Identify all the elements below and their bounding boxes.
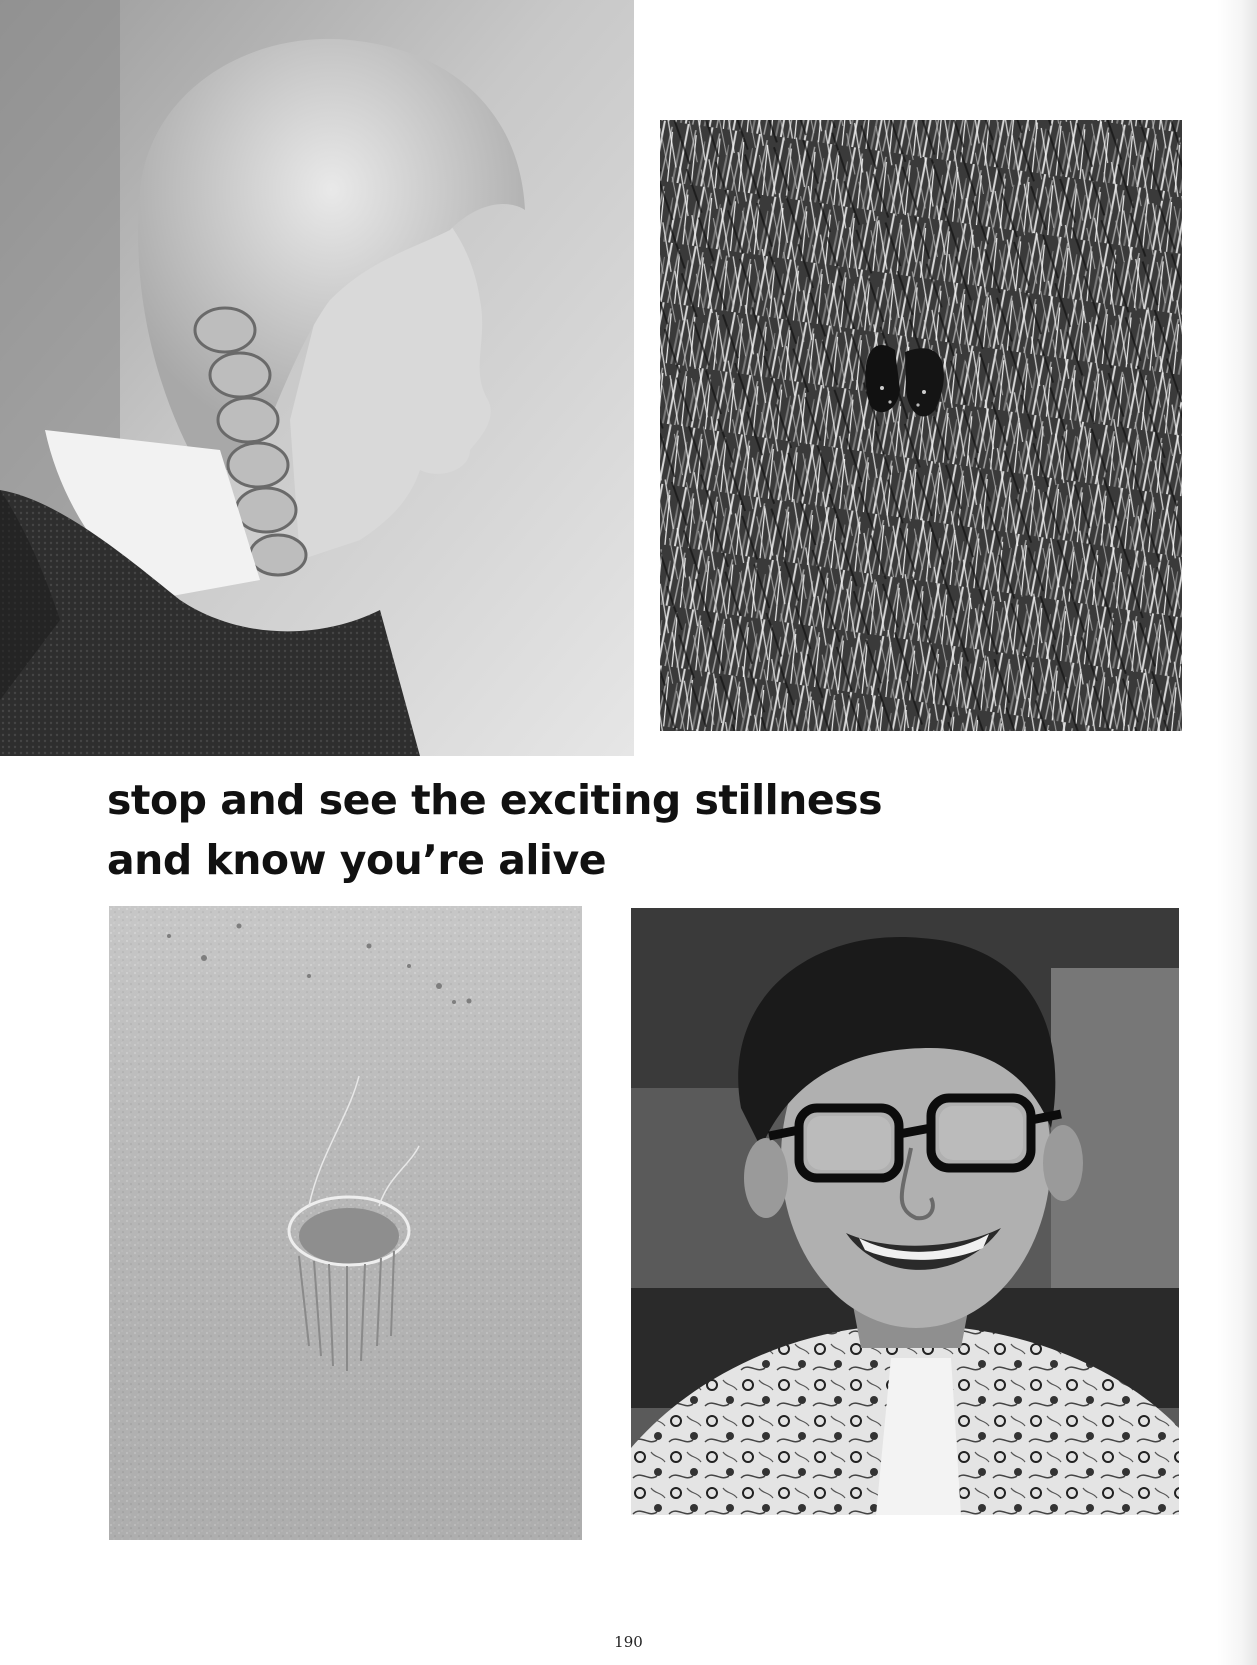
headline-line-2: and know you’re alive xyxy=(107,836,607,884)
photo-smiling-young-man xyxy=(631,908,1179,1515)
headline-line-1: stop and see the exciting stillness xyxy=(107,776,882,824)
headline xyxy=(107,770,882,890)
photo-butterfly-in-grass xyxy=(660,120,1182,731)
photo-sand-texture xyxy=(109,906,582,1540)
page-edge-shadow xyxy=(1217,0,1257,1665)
page-number: 190 xyxy=(614,1633,643,1651)
photo-girl-with-braids xyxy=(0,0,634,756)
